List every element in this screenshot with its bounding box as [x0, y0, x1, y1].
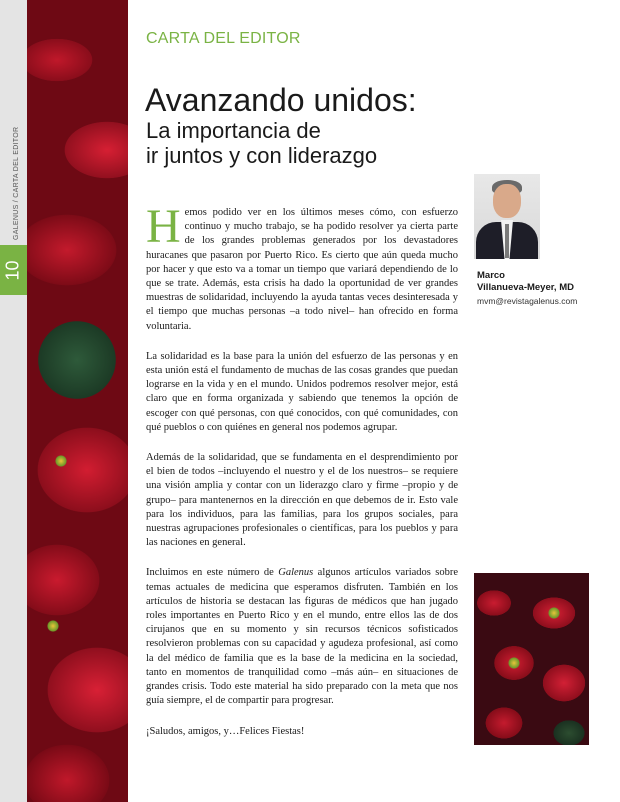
journal-name: Galenus: [278, 567, 314, 579]
paragraph-2: La solidaridad es la base para la unión del esfuerzo de las personas y en esta unión está el fundamento de muchas de las cosas grandes que puedan lograrse en la vida y en el mundo. Unidos podremos resolver mejor, está claro que en forma organizada y sabiendo que tenemos la opción de escoger con qué personas, con qué conocidos, con qué comunidades, con qué pueblos o con quiénes en general nos podemos agrupar.: [146, 350, 458, 433]
author-email[interactable]: mvm@revistagalenus.com: [477, 296, 578, 306]
author-last-name: Villanueva-Meyer, MD: [477, 282, 574, 293]
author-portrait-icon: [474, 174, 540, 259]
paragraph-1-text: emos podido ver en los últimos meses cómo, con esfuerzo continuo y mucho trabajo, se ha podido resolver ya cierta parte de los grandes problemas generados por los devastadores huracanes que pasaron por Puerto Rico. Es cierto que aún queda mucho por hacer y que esto va a tomar un tiempo que variará dependiendo de lo que se trate. Además, esta crisis ha dado la oportunidad de ver grandes muestras de solidaridad, incluyendo la ayuda tantas veces desinteresada y el tiempo que muchas personas –a todo nivel– han ofrecido en forma voluntaria.: [146, 207, 458, 332]
author-first-name: Marco: [477, 270, 505, 281]
paragraph-3: Además de la solidaridad, que se fundamenta en el desprendimiento por el bien de todos –incluyendo el nuestro y el de los nuestros– se requiere una visión amplia y contar con un liderazgo claro y firme –propio y de grupo– para mantenernos en la dirección en que debemos de ir. Esto vale para los individuos, para las familias, para los grupos sociales, para nuestras agrupaciones profesionales o científicas, para los pueblos y para las naciones en general.: [146, 452, 458, 549]
page-number: [0, 245, 27, 295]
poinsettia-photo-band: [27, 0, 128, 802]
flower-center-icon: [508, 657, 520, 669]
flower-center-icon: [548, 607, 560, 619]
margin-strip: [0, 0, 27, 802]
subtitle-line-2: ir juntos y con liderazgo: [146, 143, 378, 168]
drop-cap: H: [146, 200, 181, 253]
paragraph-4: [146, 566, 458, 708]
article-subtitle: [146, 118, 377, 168]
subtitle-line-1: La importancia de: [146, 118, 321, 143]
article-title: Avanzando unidos:: [145, 82, 417, 118]
running-head: GALENUS / CARTA DEL EDITOR: [13, 126, 20, 240]
poinsettia-photo: [474, 573, 589, 745]
paragraph-5: ¡Saludos, amigos, y…Felices Fiestas!: [146, 725, 305, 737]
section-label: CARTA DEL EDITOR: [146, 30, 301, 47]
paragraph-1: [146, 200, 458, 334]
article-body: [146, 200, 459, 755]
flower-center-icon: [55, 455, 67, 467]
page-number-text: 10: [3, 259, 23, 281]
flower-center-icon: [47, 620, 59, 632]
author-name: [477, 270, 607, 294]
paragraph-4-text-b: algunos artículos variados sobre temas actuales de medicina que esperamos disfruten. También en los artículos de historia se destacan las figuras de médicos que han jugado roles importantes en Puerto Rico y en el mundo, entre ellos las de dos cirujanos que en su momento y sin recursos técnicos sofisticados resolvieron problemas con su capacidad y agudeza profesional, así como la del médico de familia que es la base de la medicina en la sociedad, tanto en momentos de tranquilidad como –más aún– en situaciones de grandes crisis. Todo este material ha sido preparado con la meta que nos guía siempre, el de compartir para progresar.: [146, 567, 459, 707]
paragraph-4-text-a: Incluimos en este número de: [146, 567, 279, 579]
